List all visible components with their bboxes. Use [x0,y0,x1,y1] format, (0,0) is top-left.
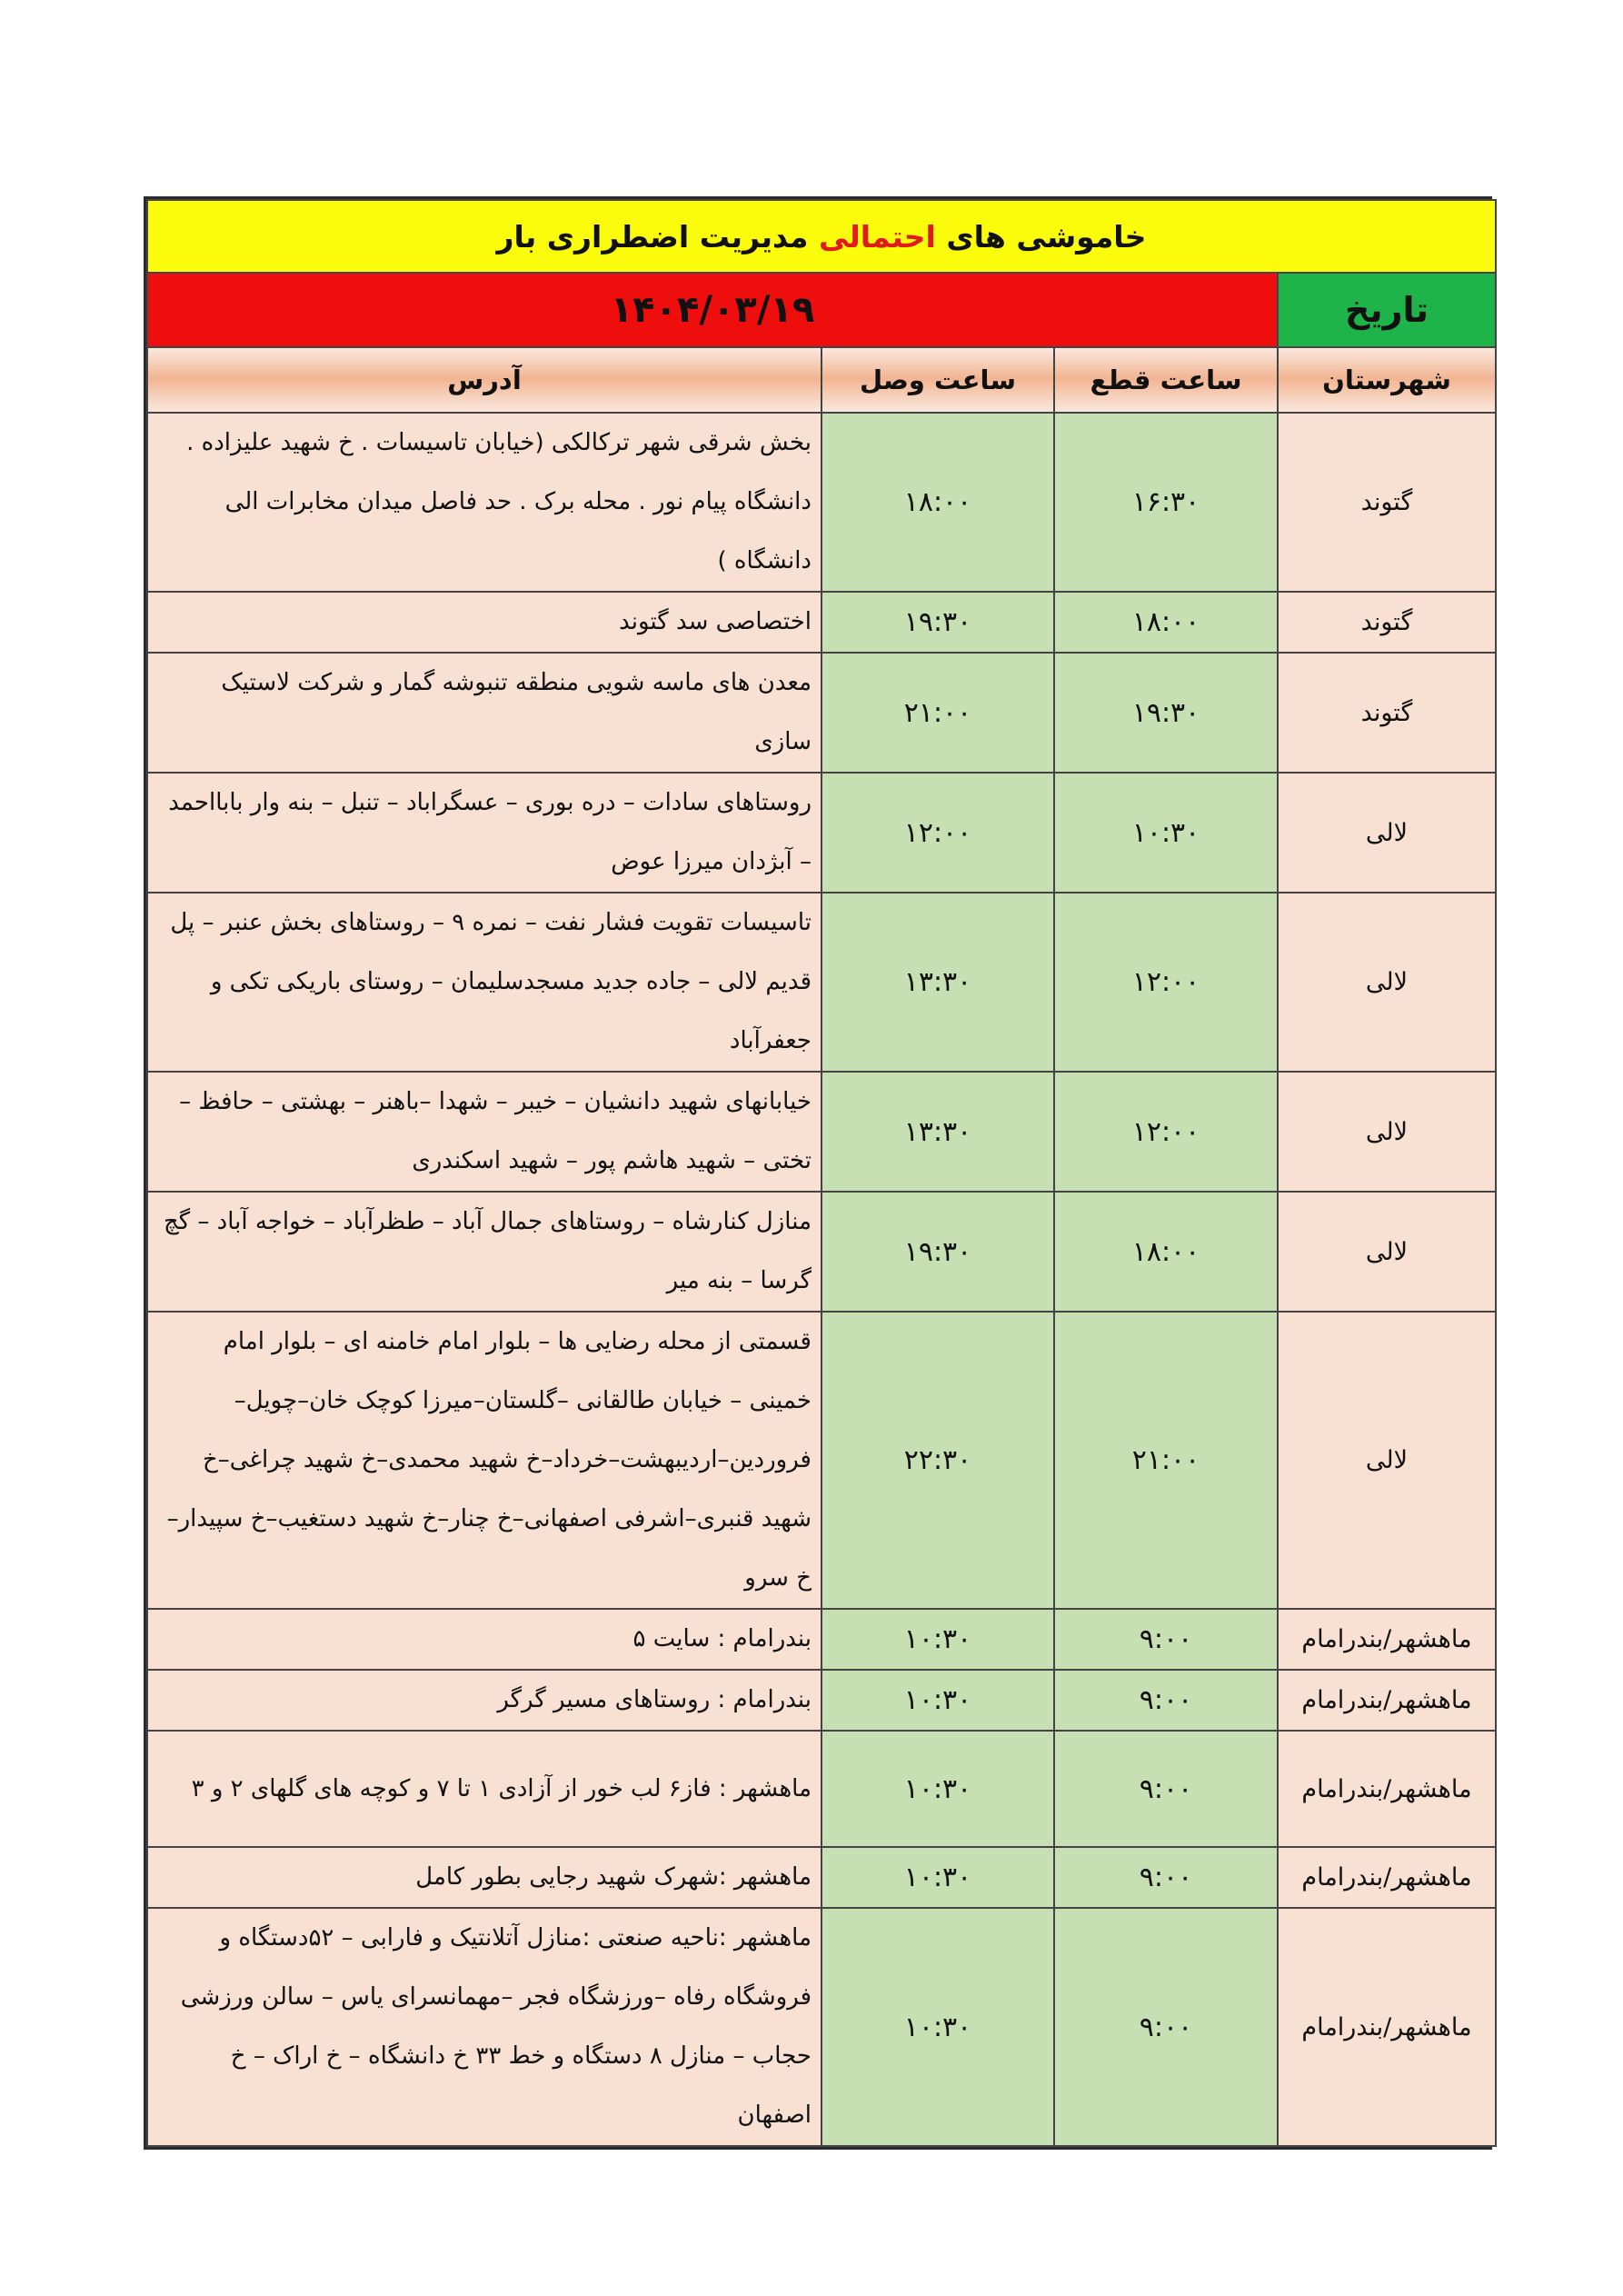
cut-time-cell: ۱۹:۳۰ [1054,653,1278,773]
connect-time-cell: ۱۹:۳۰ [821,592,1054,653]
connect-time-cell: ۱۰:۳۰ [821,1670,1054,1731]
title-row [147,200,1496,273]
cut-time-cell: ۱۲:۰۰ [1054,1072,1278,1192]
city-cell: گتوند [1278,413,1496,592]
city-cell: ماهشهر/بندرامام [1278,1670,1496,1731]
table-row [147,413,1496,592]
city-cell: ماهشهر/بندرامام [1278,1609,1496,1670]
header-row [147,347,1496,413]
address-cell: اختصاصی سد گتوند [147,592,821,653]
date-label: تاریخ [1278,273,1496,347]
connect-time-cell: ۱۰:۳۰ [821,1609,1054,1670]
connect-time-cell: ۲۲:۳۰ [821,1312,1054,1609]
cut-time-cell: ۹:۰۰ [1054,1609,1278,1670]
date-value: ۱۴۰۴/۰۳/۱۹ [147,273,1278,347]
city-cell: ماهشهر/بندرامام [1278,1908,1496,2146]
table-row [147,1192,1496,1312]
table-body [147,413,1496,2146]
address-cell: خیابانهای شهید دانشیان – خیبر – شهدا –باهنر – بهشتی – حافظ – تختی – شهید هاشم پور – شهید اسکندری [147,1072,821,1192]
city-cell: گتوند [1278,592,1496,653]
connect-time-cell: ۱۰:۳۰ [821,1847,1054,1908]
outage-table [146,199,1497,2147]
cut-time-cell: ۱۲:۰۰ [1054,893,1278,1072]
city-cell: ماهشهر/بندرامام [1278,1731,1496,1847]
cut-time-cell: ۲۱:۰۰ [1054,1312,1278,1609]
city-cell: ماهشهر/بندرامام [1278,1847,1496,1908]
address-cell: ماهشهر : فاز۶ لب خور از آزادی ۱ تا ۷ و کوچه های گلهای ۲ و ۳ [147,1731,821,1847]
city-cell: لالی [1278,773,1496,893]
header-connect-time: ساعت وصل [821,347,1054,413]
header-city: شهرستان [1278,347,1496,413]
address-cell: منازل کنارشاه – روستاهای جمال آباد – طظرآباد – خواجه آباد – گچ گرسا – بنه میر [147,1192,821,1312]
title-part-1: خاموشی های [946,218,1147,255]
table-row [147,592,1496,653]
address-cell: بندرامام : روستاهای مسیر گرگر [147,1670,821,1731]
cut-time-cell: ۱۸:۰۰ [1054,592,1278,653]
table-row [147,1609,1496,1670]
city-cell: لالی [1278,1312,1496,1609]
table-row [147,1670,1496,1731]
connect-time-cell: ۱۰:۳۰ [821,1908,1054,2146]
cut-time-cell: ۱۸:۰۰ [1054,1192,1278,1312]
outage-schedule-sheet [144,196,1492,2150]
table-row [147,653,1496,773]
cut-time-cell: ۱۰:۳۰ [1054,773,1278,893]
address-cell: تاسیسات تقویت فشار نفت – نمره ۹ – روستاهای بخش عنبر – پل قدیم لالی – جاده جدید مسجدسلیمان – روستای باریکی تکی و جعفرآباد [147,893,821,1072]
table-row [147,1847,1496,1908]
address-cell: ماهشهر :ناحیه صنعتی :منازل آتلانتیک و فارابی – ۵۲دستگاه و فروشگاه رفاه –ورزشگاه فجر –مهمانسرای یاس – سالن ورزشی حجاب – منازل ۸ دستگاه و خط ۳۳ خ دانشگاه – خ اراک – خ اصفهان [147,1908,821,2146]
address-cell: بخش شرقی شهر ترکالکی (خیابان تاسیسات . خ شهید علیزاده . دانشگاه پیام نور . محله برک . حد فاصل میدان مخابرات الی دانشگاه ) [147,413,821,592]
connect-time-cell: ۲۱:۰۰ [821,653,1054,773]
cut-time-cell: ۹:۰۰ [1054,1731,1278,1847]
cut-time-cell: ۹:۰۰ [1054,1670,1278,1731]
connect-time-cell: ۱۹:۳۰ [821,1192,1054,1312]
title-part-3: مدیریت اضطراری بار [496,218,809,255]
city-cell: لالی [1278,1072,1496,1192]
page-title [147,200,1496,273]
city-cell: لالی [1278,893,1496,1072]
address-cell: بندرامام : سایت ۵ [147,1609,821,1670]
city-cell: گتوند [1278,653,1496,773]
address-cell: ماهشهر :شهرک شهید رجایی بطور کامل [147,1847,821,1908]
connect-time-cell: ۱۲:۰۰ [821,773,1054,893]
cut-time-cell: ۹:۰۰ [1054,1847,1278,1908]
title-highlight: احتمالی [818,218,936,255]
table-row [147,893,1496,1072]
table-row [147,1312,1496,1609]
address-cell: معدن های ماسه شویی منطقه تنبوشه گمار و شرکت لاستیک سازی [147,653,821,773]
connect-time-cell: ۱۳:۳۰ [821,893,1054,1072]
city-cell: لالی [1278,1192,1496,1312]
header-address: آدرس [147,347,821,413]
connect-time-cell: ۱۳:۳۰ [821,1072,1054,1192]
table-row [147,1072,1496,1192]
table-row [147,1908,1496,2146]
date-row [147,273,1496,347]
table-row [147,773,1496,893]
header-cut-time: ساعت قطع [1054,347,1278,413]
cut-time-cell: ۱۶:۳۰ [1054,413,1278,592]
table-row [147,1731,1496,1847]
connect-time-cell: ۱۰:۳۰ [821,1731,1054,1847]
address-cell: قسمتی از محله رضایی ها – بلوار امام خامنه ای – بلوار امام خمینی – خیابان طالقانی –گلستان–میرزا کوچک خان–چویل–فروردین–اردیبهشت–خرداد–خ شهید محمدی–خ شهید چراغی–خ شهید قنبری–اشرفی اصفهانی–خ چنار–خ شهید دستغیب–خ سپیدار–خ سرو [147,1312,821,1609]
cut-time-cell: ۹:۰۰ [1054,1908,1278,2146]
connect-time-cell: ۱۸:۰۰ [821,413,1054,592]
address-cell: روستاهای سادات – دره بوری – عسگراباد – تنبل – بنه وار بابااحمد – آبژدان میرزا عوض [147,773,821,893]
